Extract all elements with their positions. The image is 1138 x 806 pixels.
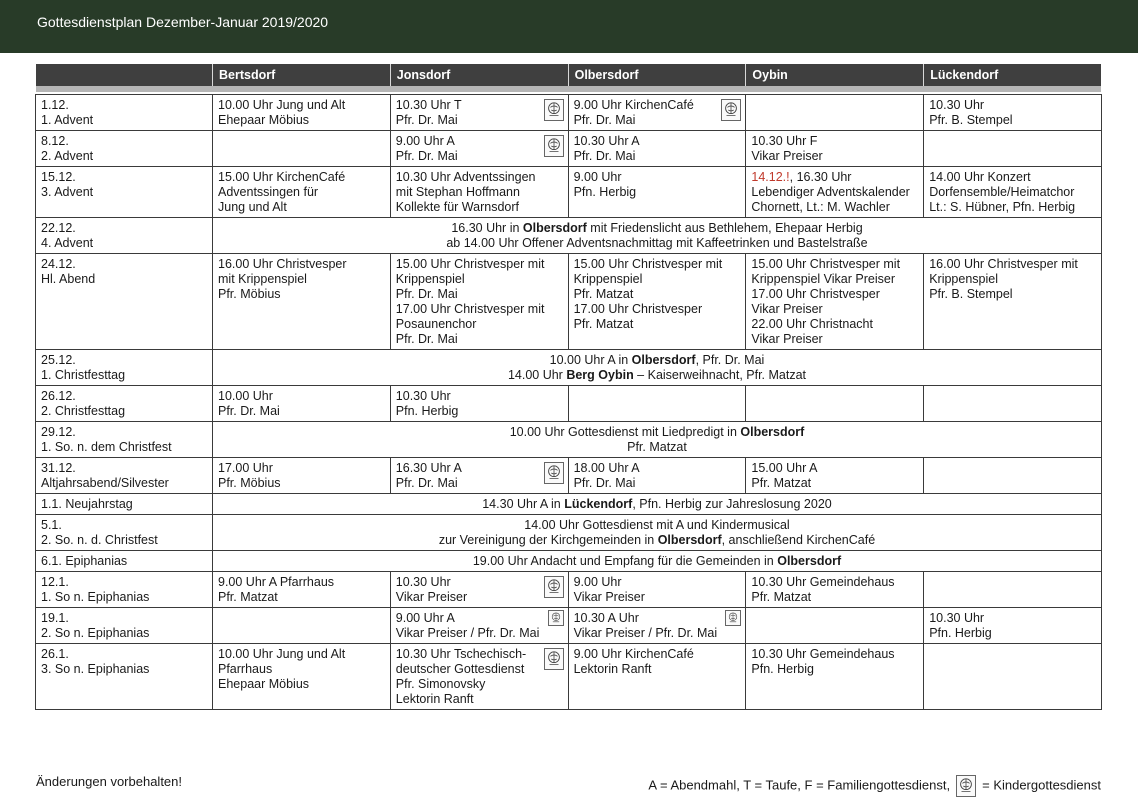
- service-line: Kollekte für Warnsdorf: [395, 200, 519, 214]
- date-cell: [36, 551, 213, 572]
- column-header: Oybin: [746, 64, 924, 89]
- service-line: 9.00 Uhr: [573, 170, 622, 184]
- service-cell: [924, 131, 1102, 167]
- service-line: Jung und Alt: [218, 200, 287, 214]
- service-line: Lektorin Ranft: [395, 692, 474, 706]
- date-cell: [36, 218, 213, 254]
- service-cell: [924, 254, 1102, 350]
- service-cell: [213, 95, 391, 131]
- service-line: 10.30 Uhr Gemeindehaus: [751, 575, 895, 589]
- service-line: Vikar Preiser: [573, 590, 645, 604]
- service-cell: [746, 131, 924, 167]
- table-row: [36, 572, 1102, 608]
- date-label: 8.12.: [41, 134, 69, 148]
- service-text: mit Friedenslicht aus Bethlehem, Ehepaar Herbig: [586, 221, 863, 235]
- table-row: [36, 422, 1102, 458]
- service-cell: [568, 95, 746, 131]
- service-cell: [390, 95, 568, 131]
- legend-text: = Kindergottesdienst: [982, 777, 1101, 793]
- service-line: Krippenspiel: [929, 272, 998, 286]
- date-cell: [36, 95, 213, 131]
- service-cell: [390, 458, 568, 494]
- service-line: Pfarrhaus: [218, 662, 273, 676]
- service-line: Pfr. Dr. Mai: [395, 113, 458, 127]
- service-line: [218, 221, 1096, 236]
- service-line: 17.00 Uhr Christvesper: [573, 302, 703, 316]
- service-cell: [924, 95, 1102, 131]
- service-line: [218, 497, 1096, 512]
- title-bar: [0, 0, 1138, 53]
- service-line: 16.30 Uhr A: [395, 461, 462, 475]
- service-cell: [213, 131, 391, 167]
- service-line: mit Stephan Hoffmann: [395, 185, 520, 199]
- service-line: Pfr. B. Stempel: [929, 287, 1013, 301]
- service-line: Vikar Preiser: [395, 590, 468, 604]
- service-cell: [924, 608, 1102, 644]
- service-line: [218, 236, 1096, 251]
- date-cell: [36, 350, 213, 386]
- service-cell: [568, 572, 746, 608]
- date-label: 2. So. n. d. Christfest: [41, 533, 158, 547]
- kindergottesdienst-icon: [544, 576, 564, 598]
- service-text: , Pfn. Herbig zur Jahreslosung 2020: [632, 497, 832, 511]
- date-label: 26.12.: [41, 389, 76, 403]
- service-line: Pfr. Simonovsky: [395, 677, 486, 691]
- service-line: 9.00 Uhr A: [395, 134, 455, 148]
- service-line: [218, 533, 1096, 548]
- service-cell: [568, 386, 746, 422]
- service-line: Pfr. Matzat: [573, 287, 634, 301]
- service-line: Lektorin Ranft: [573, 662, 652, 676]
- date-label: 1.1. Neujahrstag: [41, 497, 133, 511]
- service-line: 10.30 Uhr Tschechisch-: [395, 647, 527, 661]
- location-name: Olbersdorf: [631, 353, 696, 367]
- service-line: Pfr. Dr. Mai: [573, 149, 636, 163]
- location-name: Olbersdorf: [777, 554, 842, 568]
- date-label: 5.1.: [41, 518, 62, 532]
- date-cell: [36, 386, 213, 422]
- table-row: [36, 515, 1102, 551]
- service-cell: [390, 386, 568, 422]
- service-cell: [924, 167, 1102, 218]
- service-cell: [746, 167, 924, 218]
- service-line: 17.00 Uhr: [218, 461, 273, 475]
- date-cell: [36, 572, 213, 608]
- service-cell: [213, 572, 391, 608]
- service-line: 10.00 Uhr: [218, 389, 273, 403]
- service-line: Pfr. B. Stempel: [929, 113, 1013, 127]
- service-line: Pfr. Dr. Mai: [395, 287, 458, 301]
- date-label: 15.12.: [41, 170, 76, 184]
- table-row: [36, 350, 1102, 386]
- service-line: 9.00 Uhr KirchenCafé: [573, 98, 694, 112]
- date-label: Altjahrsabend/Silvester: [41, 476, 169, 490]
- service-line: 14.00 Uhr Konzert: [929, 170, 1031, 184]
- service-text: ab 14.00 Uhr Offener Adventsnachmittag mit Kaffeetrinken und Bastelstraße: [446, 236, 868, 250]
- service-cell: [924, 644, 1102, 710]
- service-line: Pfr. Matzat: [218, 590, 278, 604]
- kindergottesdienst-icon: [956, 775, 976, 797]
- service-line: 9.00 Uhr KirchenCafé: [573, 647, 694, 661]
- service-line: 15.00 Uhr KirchenCafé: [218, 170, 346, 184]
- date-label: 12.1.: [41, 575, 69, 589]
- service-line: 10.30 Uhr Adventssingen: [395, 170, 536, 184]
- service-cell: [390, 254, 568, 350]
- date-label: 2. Christfesttag: [41, 404, 126, 418]
- service-line: 18.00 Uhr A: [573, 461, 640, 475]
- service-cell: [746, 254, 924, 350]
- service-line: 15.00 Uhr Christvesper mit: [573, 257, 723, 271]
- page-title: Gottesdienstplan Dezember-Januar 2019/2020: [37, 14, 329, 30]
- service-cell: [746, 572, 924, 608]
- table-row: [36, 386, 1102, 422]
- service-cell: [924, 572, 1102, 608]
- table-row: [36, 167, 1102, 218]
- service-line: [218, 518, 1096, 533]
- service-line: mit Krippenspiel: [218, 272, 307, 286]
- date-label: 6.1. Epiphanias: [41, 554, 128, 568]
- date-cell: [36, 167, 213, 218]
- service-line: Lebendiger Adventskalender: [751, 185, 910, 199]
- service-line: Pfn. Herbig: [573, 185, 637, 199]
- service-line: 10.30 Uhr: [395, 575, 451, 589]
- date-label: 31.12.: [41, 461, 76, 475]
- service-cell: [746, 95, 924, 131]
- table-row: [36, 95, 1102, 131]
- combined-service-cell: [213, 422, 1102, 458]
- table-row: [36, 218, 1102, 254]
- service-line: 9.00 Uhr A Pfarrhaus: [218, 575, 335, 589]
- location-name: Lückendorf: [564, 497, 633, 511]
- date-label: 25.12.: [41, 353, 76, 367]
- kindergottesdienst-icon: [725, 610, 741, 626]
- service-line: Vikar Preiser / Pfr. Dr. Mai: [395, 626, 540, 640]
- service-cell: [390, 167, 568, 218]
- service-cell: [213, 458, 391, 494]
- service-line: 10.00 Uhr Jung und Alt: [218, 647, 346, 661]
- service-cell: [924, 386, 1102, 422]
- service-line: 10.30 Uhr Gemeindehaus: [751, 647, 895, 661]
- date-label: 1. Christfesttag: [41, 368, 126, 382]
- service-line: 10.30 Uhr F: [751, 134, 818, 148]
- location-name: Olbersdorf: [740, 425, 805, 439]
- date-label: 1. So n. Epiphanias: [41, 590, 150, 604]
- service-text: zur Vereinigung der Kirchgemeinden in: [438, 533, 658, 547]
- service-text: 14.30 Uhr A in: [482, 497, 565, 511]
- service-cell: [213, 644, 391, 710]
- service-line: 15.00 Uhr Christvesper mit: [751, 257, 901, 271]
- date-label: 2. Advent: [41, 149, 94, 163]
- combined-service-cell: [213, 350, 1102, 386]
- service-line: deutscher Gottesdienst: [395, 662, 525, 676]
- service-cell: [568, 608, 746, 644]
- date-label: 22.12.: [41, 221, 76, 235]
- table-row: [36, 551, 1102, 572]
- service-cell: [213, 608, 391, 644]
- changes-note: Änderungen vorbehalten!: [36, 774, 183, 789]
- combined-service-cell: [213, 515, 1102, 551]
- service-text: , 16.30 Uhr: [789, 170, 852, 184]
- service-cell: [746, 386, 924, 422]
- service-line: [218, 554, 1096, 569]
- service-text: – Kaiserweihnacht, Pfr. Matzat: [633, 368, 807, 382]
- table-row: [36, 254, 1102, 350]
- kindergottesdienst-icon: [544, 462, 564, 484]
- column-header: Bertsdorf: [213, 64, 391, 89]
- service-cell: [568, 644, 746, 710]
- service-line: Ehepaar Möbius: [218, 677, 310, 691]
- legend: [648, 775, 1101, 797]
- table-row: [36, 131, 1102, 167]
- service-text: , Pfr. Dr. Mai: [695, 353, 765, 367]
- date-label: 24.12.: [41, 257, 76, 271]
- location-name: Olbersdorf: [657, 533, 722, 547]
- date-label: 1. So. n. dem Christfest: [41, 440, 172, 454]
- date-label: 3. Advent: [41, 185, 94, 199]
- date-cell: [36, 515, 213, 551]
- date-label: 1. Advent: [41, 113, 94, 127]
- date-label: 2. So n. Epiphanias: [41, 626, 150, 640]
- kindergottesdienst-icon: [721, 99, 741, 121]
- service-line: Pfr. Dr. Mai: [573, 476, 636, 490]
- table-row: [36, 458, 1102, 494]
- date-label: 26.1.: [41, 647, 69, 661]
- date-label: 29.12.: [41, 425, 76, 439]
- service-line: Adventssingen für: [218, 185, 319, 199]
- service-line: [218, 353, 1096, 368]
- combined-service-cell: [213, 218, 1102, 254]
- date-cell: [36, 458, 213, 494]
- service-plan-table: [35, 64, 1102, 710]
- service-cell: [390, 572, 568, 608]
- service-line: Pfr. Dr. Mai: [395, 149, 458, 163]
- service-line: 10.30 Uhr: [929, 611, 985, 625]
- service-cell: [213, 254, 391, 350]
- service-line: 10.30 Uhr A: [573, 134, 640, 148]
- date-cell: [36, 422, 213, 458]
- service-line: 10.30 Uhr: [395, 389, 451, 403]
- service-cell: [746, 608, 924, 644]
- service-line: Posaunenchor: [395, 317, 477, 331]
- service-text: 19.00 Uhr Andacht und Empfang für die Gemeinden in: [472, 554, 778, 568]
- service-line: Pfr. Möbius: [218, 476, 281, 490]
- service-cell: [924, 458, 1102, 494]
- highlight-date: 14.12.!: [751, 170, 790, 184]
- service-line: 10.30 Uhr T: [395, 98, 462, 112]
- service-line: 15.00 Uhr Christvesper mit: [395, 257, 545, 271]
- service-cell: [390, 608, 568, 644]
- service-line: 22.00 Uhr Christnacht: [751, 317, 873, 331]
- date-label: 3. So n. Epiphanias: [41, 662, 150, 676]
- table-row: [36, 608, 1102, 644]
- location-name: Berg Oybin: [566, 368, 634, 382]
- service-line: Pfr. Dr. Mai: [395, 476, 458, 490]
- column-header: Jonsdorf: [390, 64, 568, 89]
- service-line: 17.00 Uhr Christvesper: [751, 287, 880, 301]
- table-row: [36, 494, 1102, 515]
- service-line: Dorfensemble/Heimatchor: [929, 185, 1075, 199]
- service-cell: [213, 167, 391, 218]
- service-cell: [568, 167, 746, 218]
- service-line: Lt.: S. Hübner, Pfn. Herbig: [929, 200, 1076, 214]
- service-line: [751, 170, 918, 185]
- kindergottesdienst-icon: [544, 648, 564, 670]
- kindergottesdienst-icon: [544, 135, 564, 157]
- service-cell: [568, 254, 746, 350]
- service-line: Vikar Preiser: [751, 149, 823, 163]
- kindergottesdienst-icon: [548, 610, 564, 626]
- kindergottesdienst-icon: [544, 99, 564, 121]
- date-cell: [36, 131, 213, 167]
- service-line: Vikar Preiser / Pfr. Dr. Mai: [573, 626, 718, 640]
- service-text: 10.00 Uhr Gottesdienst mit Liedpredigt in: [509, 425, 741, 439]
- service-line: Pfn. Herbig: [929, 626, 992, 640]
- date-label: 19.1.: [41, 611, 69, 625]
- service-text: 14.00 Uhr Gottesdienst mit A und Kindermusical: [524, 518, 790, 532]
- service-line: [218, 425, 1096, 440]
- service-line: 17.00 Uhr Christvesper mit: [395, 302, 545, 316]
- service-line: Krippenspiel: [395, 272, 465, 286]
- date-label: Hl. Abend: [41, 272, 96, 286]
- service-line: Vikar Preiser: [751, 332, 823, 346]
- combined-service-cell: [213, 494, 1102, 515]
- service-cell: [390, 644, 568, 710]
- service-line: Pfr. Dr. Mai: [573, 113, 636, 127]
- service-line: [218, 440, 1096, 455]
- service-line: Pfr. Dr. Mai: [218, 404, 280, 418]
- service-cell: [390, 131, 568, 167]
- combined-service-cell: [213, 551, 1102, 572]
- service-line: Pfr. Matzat: [751, 590, 812, 604]
- service-line: 16.00 Uhr Christvesper: [218, 257, 347, 271]
- service-cell: [746, 644, 924, 710]
- date-label: 4. Advent: [41, 236, 94, 250]
- service-line: Pfn. Herbig: [395, 404, 459, 418]
- service-text: 16.30 Uhr in: [451, 221, 523, 235]
- column-header: [36, 64, 213, 89]
- service-line: Pfr. Matzat: [751, 476, 812, 490]
- location-name: Olbersdorf: [522, 221, 587, 235]
- service-line: Pfn. Herbig: [751, 662, 814, 676]
- date-cell: [36, 254, 213, 350]
- service-line: 10.00 Uhr Jung und Alt: [218, 98, 346, 112]
- column-header: Olbersdorf: [568, 64, 746, 89]
- service-line: Krippenspiel Vikar Preiser: [751, 272, 895, 286]
- date-cell: [36, 608, 213, 644]
- date-cell: [36, 494, 213, 515]
- service-cell: [568, 131, 746, 167]
- service-line: Krippenspiel: [573, 272, 643, 286]
- service-text: Pfr. Matzat: [627, 440, 687, 454]
- service-cell: [213, 386, 391, 422]
- service-line: Pfr. Matzat: [573, 317, 634, 331]
- legend-text: A = Abendmahl, T = Taufe, F = Familiengottesdienst,: [648, 777, 951, 793]
- service-line: Ehepaar Möbius: [218, 113, 310, 127]
- service-line: 9.00 Uhr: [573, 575, 622, 589]
- service-line: 15.00 Uhr A: [751, 461, 818, 475]
- service-line: 10.30 Uhr: [929, 98, 985, 112]
- service-line: Pfr. Dr. Mai: [395, 332, 458, 346]
- date-label: 1.12.: [41, 98, 69, 112]
- service-cell: [568, 458, 746, 494]
- service-cell: [746, 458, 924, 494]
- table-row: [36, 644, 1102, 710]
- service-line: 10.30 A Uhr: [573, 611, 639, 625]
- service-text: 10.00 Uhr A in: [549, 353, 632, 367]
- service-text: 14.00 Uhr: [507, 368, 567, 382]
- service-line: Chornett, Lt.: M. Wachler: [751, 200, 890, 214]
- service-text: , anschließend KirchenCafé: [721, 533, 876, 547]
- service-line: Pfr. Möbius: [218, 287, 281, 301]
- date-cell: [36, 644, 213, 710]
- service-line: [218, 368, 1096, 383]
- column-header: Lückendorf: [924, 64, 1102, 89]
- service-line: 9.00 Uhr A: [395, 611, 455, 625]
- service-line: 16.00 Uhr Christvesper mit: [929, 257, 1078, 271]
- service-line: Vikar Preiser: [751, 302, 823, 316]
- table-header-row: [36, 64, 1102, 89]
